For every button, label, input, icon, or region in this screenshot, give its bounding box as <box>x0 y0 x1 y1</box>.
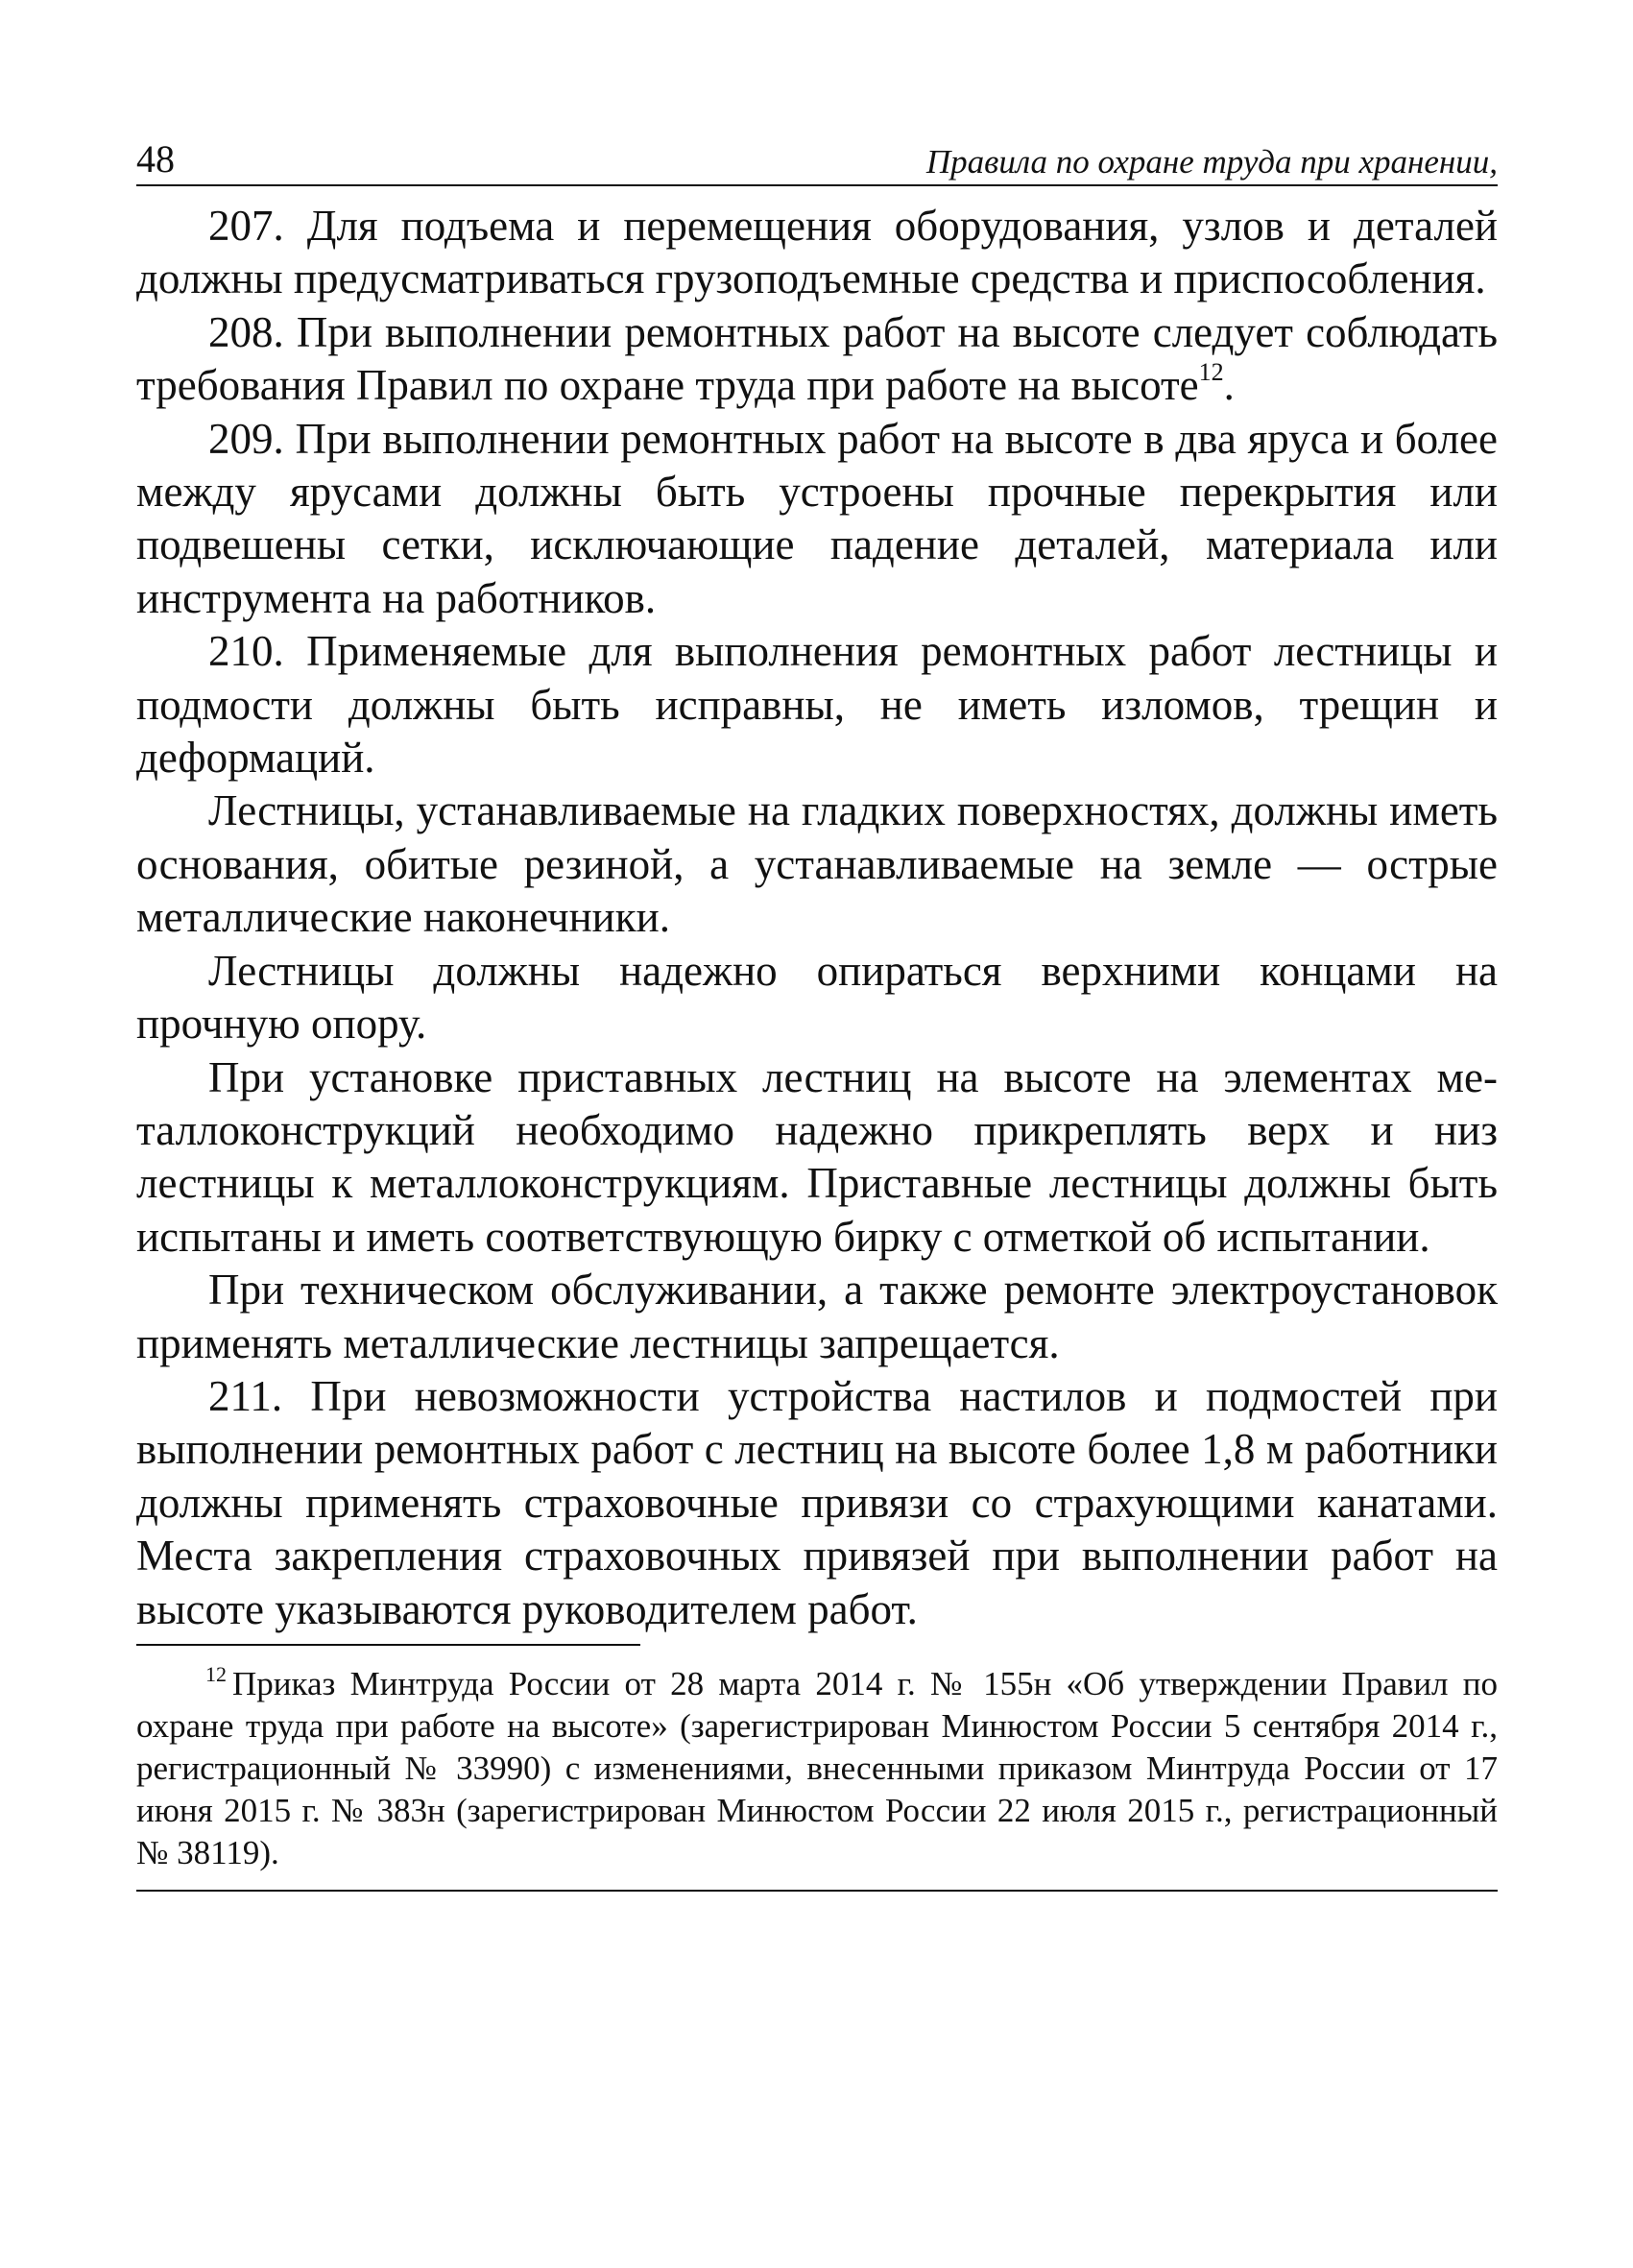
document-page <box>136 123 1498 1892</box>
paragraph-ladders-support: Лестницы должны надежно опираться верхними концами на прочную опору. <box>136 946 1498 1049</box>
footnote <box>136 1663 1498 1874</box>
paragraph-208-end: . <box>1223 361 1235 410</box>
paragraph-metal-ladders: При техническом обслуживании, а также ремонте электроустановок применять металлические лестницы запрещается. <box>136 1266 1498 1367</box>
footnote-separator <box>136 1644 640 1646</box>
footnote-text: Приказ Минтруда России от 28 марта 2014 г. № 155н «Об утверждении Правил по охране труда при работе на высоте» (зарегистрирован Минюстом России 5 сентября 2014 г., регистрационный № 33990) с изменениями, внесенными приказом Минтруда России от 17 июня 2015 г. № 383н (зарегистрирован Минюстом России 22 июля 2015 г., регистрационный № 38119). <box>136 1664 1498 1871</box>
running-title: Правила по охране труда при хранении, <box>925 143 1498 181</box>
body-text <box>136 200 1498 1636</box>
bottom-rule <box>136 1890 1498 1892</box>
paragraph-209: 209. При выполнении ремонтных работ на высоте в два яруса и более между ярусами должны быть устроены прочные перекрытия или подвешены сетки, исключающие падение деталей, материала или инструмента на работников. <box>136 414 1498 622</box>
page-number: 48 <box>136 137 175 181</box>
paragraph-208 <box>136 306 1498 413</box>
footnote-reference: 12 <box>1198 358 1224 387</box>
paragraph-ladders-surfaces: Лестницы, устанавливаемые на гладких поверхностях, должны иметь основания, обитые резиной, а устанавливаемые на земле — острые металлические наконечники. <box>136 786 1498 942</box>
paragraph-207: 207. Для подъема и перемещения оборудования, узлов и деталей должны предусматриваться грузоподъемные средства и приспособления. <box>136 202 1498 303</box>
paragraph-ladders-installation: При установке приставных лестниц на высоте на элементах металлоконструкций необходимо надежно прикреплять верх и низ лестницы к металлоконструкциям. Приставные лестницы должны быть испытаны и иметь соответствующую бирку с отметкой об испытании. <box>136 1052 1498 1261</box>
footnote-marker: 12 <box>205 1661 227 1686</box>
running-head <box>136 123 1498 186</box>
paragraph-210: 210. Применяемые для выполнения ремонтных работ лестницы и подмости должны быть исправны, не иметь изломов, трещин и деформаций. <box>136 627 1498 783</box>
paragraph-211: 211. При невозможности устройства настилов и подмостей при выполнении ремонтных работ с лестниц на высоте более 1,8 м работники должны применять страховочные привязи со страхующими канатами. Места закрепления страховочных привязей при выполнении работ на высоте указываются руководителем работ. <box>136 1371 1498 1633</box>
paragraph-208-text: 208. При выполнении ремонтных работ на высоте следует соблюдать требования Правил по охране труда при работе на высоте <box>136 307 1498 410</box>
